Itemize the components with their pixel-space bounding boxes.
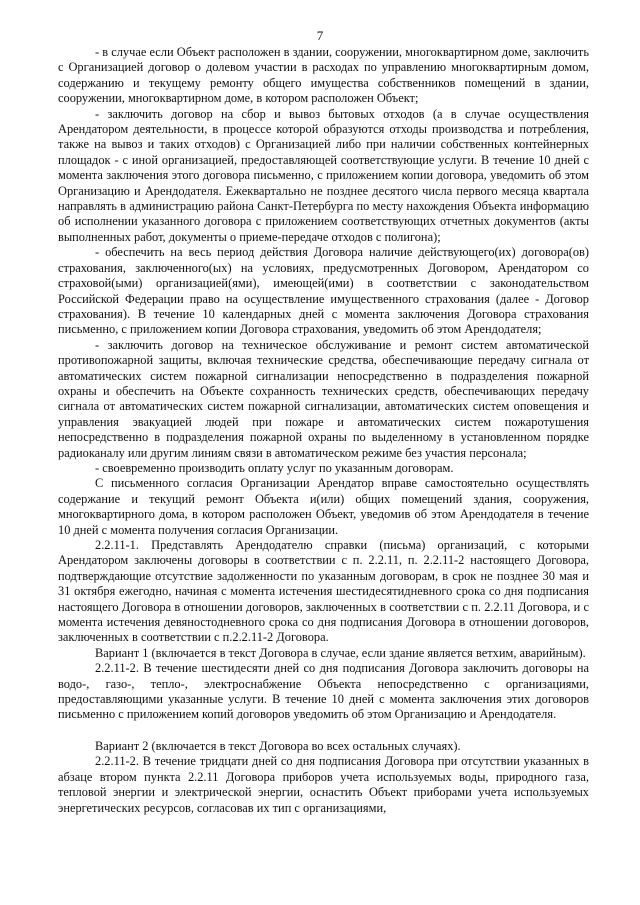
paragraph-maintenance-consent: С письменного согласия Организации Арендатор вправе самостоятельно осуществлять содержание и текущий ремонт Объекта и(или) общих помещений здания, сооружения, многоквартирного дома, в котором расположен Объект, уведомив об этом Арендодателя в течение 10 дней с момента получения согласия Организации. — [58, 476, 589, 537]
paragraph-shared-costs: - в случае если Объект расположен в здании, сооружении, многоквартирном доме, заключить с Организацией договор о долевом участии в расходах по управлению многоквартирным домом, содержанию и текущему ремонту общего имущества собственников помещений в здании, сооружении, многоквартирном доме, в котором расположен Объект; — [58, 45, 589, 106]
paragraph-clause-2-2-11-1: 2.2.11-1. Представлять Арендодателю справки (письма) организаций, с которыми Арендатором заключены договоры в соответствии с п. 2.2.11, п. 2.2.11-2 настоящего Договора, подтверждающие отсутствие задолженности по указанным договорам, в срок не позднее 30 мая и 31 октября ежегодно, начиная с момента истечения шестидесятидневного срока со дня подписания настоящего Договора в отношении договоров, заключенных в соответствии с п. 2.2.11 Договора, и с момента истечения девяностодневного срока со дня подписания Договора в отношении договоров, заключенных в соответствии с п.2.2.11-2 Договора. — [58, 538, 589, 645]
paragraph-waste-removal: - заключить договор на сбор и вывоз бытовых отходов (а в случае осуществления Арендатором деятельности, в процессе которой образуются отходы производства и потребления, также на вывоз и таких отходов) с Организацией либо при наличии собственных контейнерных площадок - с иной организацией, предоставляющей соответствующие услуги. В течение 10 дней с момента заключения этого договора письменно, с приложением копии договора, уведомить об этом Организацию и Арендодателя. Ежеквартально не позднее десятого числа первого месяца квартала направлять в администрацию района Санкт-Петербурга по месту нахождения Объекта информацию об исполнении указанного договора с приложением соответствующих отчетных документов (акты выполненных работ, документы о приеме-передаче отходов с полигона); — [58, 106, 589, 244]
paragraph-fire-protection: - заключить договор на техническое обслуживание и ремонт систем автоматической противопожарной защиты, включая технические средства, обеспечивающие передачу сигнала от автоматических систем пожарной сигнализации непосредственно в подразделения пожарной охраны и обеспечить на Объекте сохранность технических средств, обеспечивающих передачу сигнала от автоматических систем пожарной сигнализации, автоматических систем оповещения и управления эвакуацией людей при пожаре и автоматических систем пожаротушения непосредственно в подразделения пожарной охраны по выделенному в установленном порядке радиоканалу или другим линиям связи в автоматическом режиме без участия персонала; — [58, 337, 589, 460]
paragraph-variant-1-clause: 2.2.11-2. В течение шестидесяти дней со дня подписания Договора заключить договоры на водо-, газо-, тепло-, электроснабжение Объекта непосредственно с организациями, предоставляющими указанные услуги. В течение 10 дней с момента заключения этих договоров письменно с приложением копий договоров уведомить об этом Организацию и Арендодателя. — [58, 661, 589, 722]
paragraph-insurance: - обеспечить на весь период действия Договора наличие действующего(их) договора(ов) страхования, заключенного(ых) на условиях, предусмотренных Договором, Арендатором со страховой(ыми) организацией(ями), имеющей(ими) в соответствии с законодательством Российской Федерации право на осуществление имущественного страхования (далее - Договор страхования). В течение 10 календарных дней с момента заключения Договора страхования письменно, с приложением копии Договора страхования, уведомить об этом Арендодателя; — [58, 245, 589, 337]
paragraph-variant-2-clause: 2.2.11-2. В течение тридцати дней со дня подписания Договора при отсутствии указанных в абзаце втором пункта 2.2.11 Договора приборов учета используемых воды, природного газа, тепловой энергии и электрической энергии, оснастить Объект приборами учета используемых энергетических ресурсов, согласовав их тип с организациями, — [58, 754, 589, 815]
document-body — [58, 45, 589, 816]
paragraph-payment: - своевременно производить оплату услуг по указанным договорам. — [95, 460, 454, 475]
paragraph-variant-1-heading: Вариант 1 (включается в текст Договора в случае, если здание является ветхим, аварийным). — [95, 645, 586, 660]
paragraph-variant-2-heading: Вариант 2 (включается в текст Договора во всех остальных случаях). — [95, 738, 461, 753]
page-number: 7 — [316, 28, 324, 43]
